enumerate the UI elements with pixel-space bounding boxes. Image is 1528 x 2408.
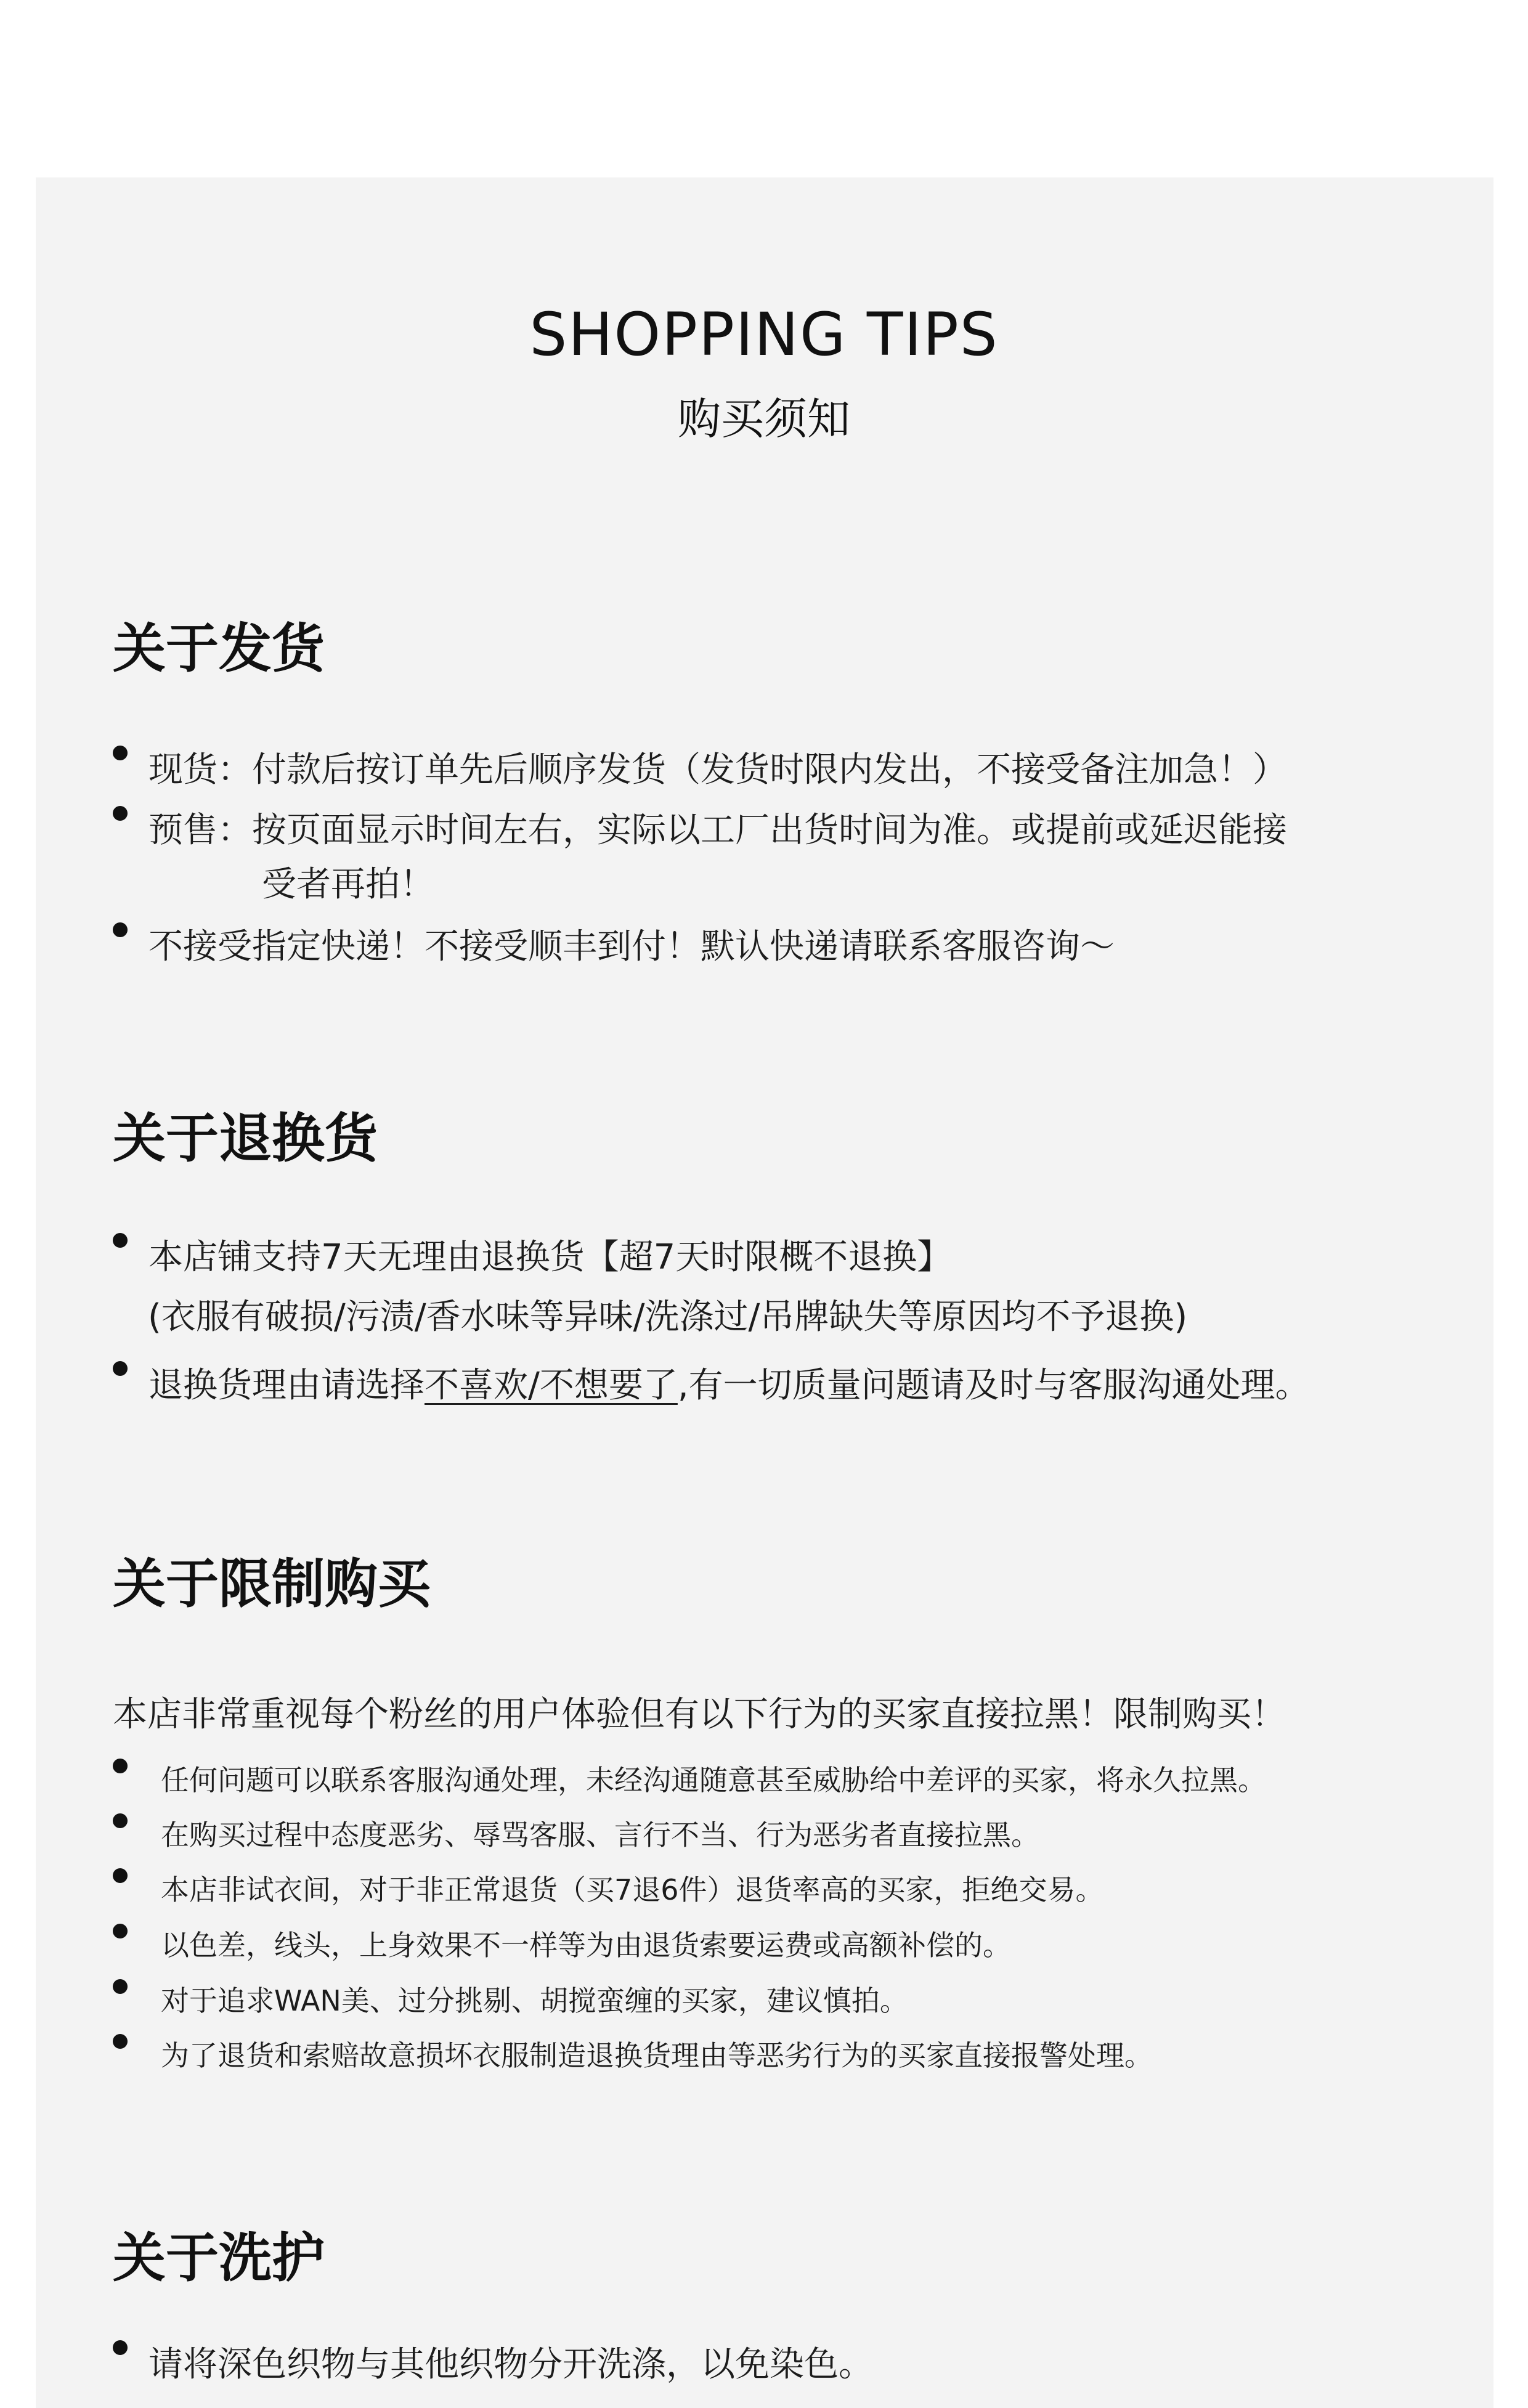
underlined-reason: 不喜欢/不想要了 <box>425 1365 678 1405</box>
item-text: 以色差，线头，上身效果不一样等为由退货索要运费或高额补偿的。 <box>161 1929 1011 1962</box>
bullet-icon <box>113 1361 128 1376</box>
section-heading-care: 关于洗护 <box>113 2227 325 2289</box>
section-heading-restrictions: 关于限制购买 <box>113 1553 431 1615</box>
item-text-after: ,有一切质量问题请及时与客服沟通处理。 <box>677 1365 1310 1405</box>
page-title: SHOPPING TIPS <box>529 300 999 369</box>
tips-panel <box>36 177 1493 2408</box>
item-text-before: 退换货理由请选择 <box>148 1365 425 1405</box>
item-label: 预售： <box>148 810 252 850</box>
bullet-icon <box>113 1233 128 1248</box>
restrictions-intro: 本店非常重视每个粉丝的用户体验但有以下行为的买家直接拉黑！限制购买！ <box>113 1694 1286 1735</box>
bullet-icon <box>113 922 128 937</box>
item-text: 任何问题可以联系客服沟通处理，未经沟通随意甚至威胁给中差评的买家，将永久拉黑。 <box>161 1763 1266 1797</box>
page-subtitle: 购买须知 <box>678 394 850 444</box>
bullet-icon <box>113 1759 128 1773</box>
item-text: 本店非试衣间，对于非正常退货（买7退6件）退货率高的买家，拒绝交易。 <box>161 1873 1104 1906</box>
bullet-icon <box>113 2340 128 2355</box>
item-continuation: (衣服有破损/污渍/香水味等异味/洗涤过/吊牌缺失等原因均不予退换) <box>148 1297 1188 1337</box>
bullet-icon <box>113 1868 128 1883</box>
item-text: 付款后按订单先后顺序发货（发货时限内发出，不接受备注加急！） <box>252 750 1287 790</box>
section-heading-shipping: 关于发货 <box>113 618 325 680</box>
item-text: 为了退货和索赔故意损坏衣服制造退换货理由等恶劣行为的买家直接报警处理。 <box>161 2039 1153 2072</box>
section-heading-returns: 关于退换货 <box>113 1108 378 1169</box>
bullet-icon <box>113 1979 128 1994</box>
bullet-icon <box>113 1813 128 1828</box>
bullet-icon <box>113 806 128 821</box>
bullet-icon <box>113 1924 128 1938</box>
item-label: 现货： <box>148 750 252 790</box>
item-text: 对于追求WAN美、过分挑剔、胡搅蛮缠的买家，建议慎拍。 <box>161 1984 908 2017</box>
bullet-icon <box>113 2034 128 2049</box>
item-text: 按页面显示时间左右，实际以工厂出货时间为准。或提前或延迟能接 <box>252 810 1287 850</box>
item-text: 不接受指定快递！不接受顺丰到付！默认快递请联系客服咨询～ <box>148 927 1115 967</box>
bullet-icon <box>113 746 128 760</box>
item-text: 本店铺支持7天无理由退换货【超7天时限概不退换】 <box>148 1237 952 1277</box>
item-text: 请将深色织物与其他织物分开洗涤，以免染色。 <box>148 2345 873 2385</box>
item-continuation: 受者再拍！ <box>262 864 434 905</box>
item-text: 在购买过程中态度恶劣、辱骂客服、言行不当、行为恶劣者直接拉黑。 <box>161 1818 1039 1852</box>
